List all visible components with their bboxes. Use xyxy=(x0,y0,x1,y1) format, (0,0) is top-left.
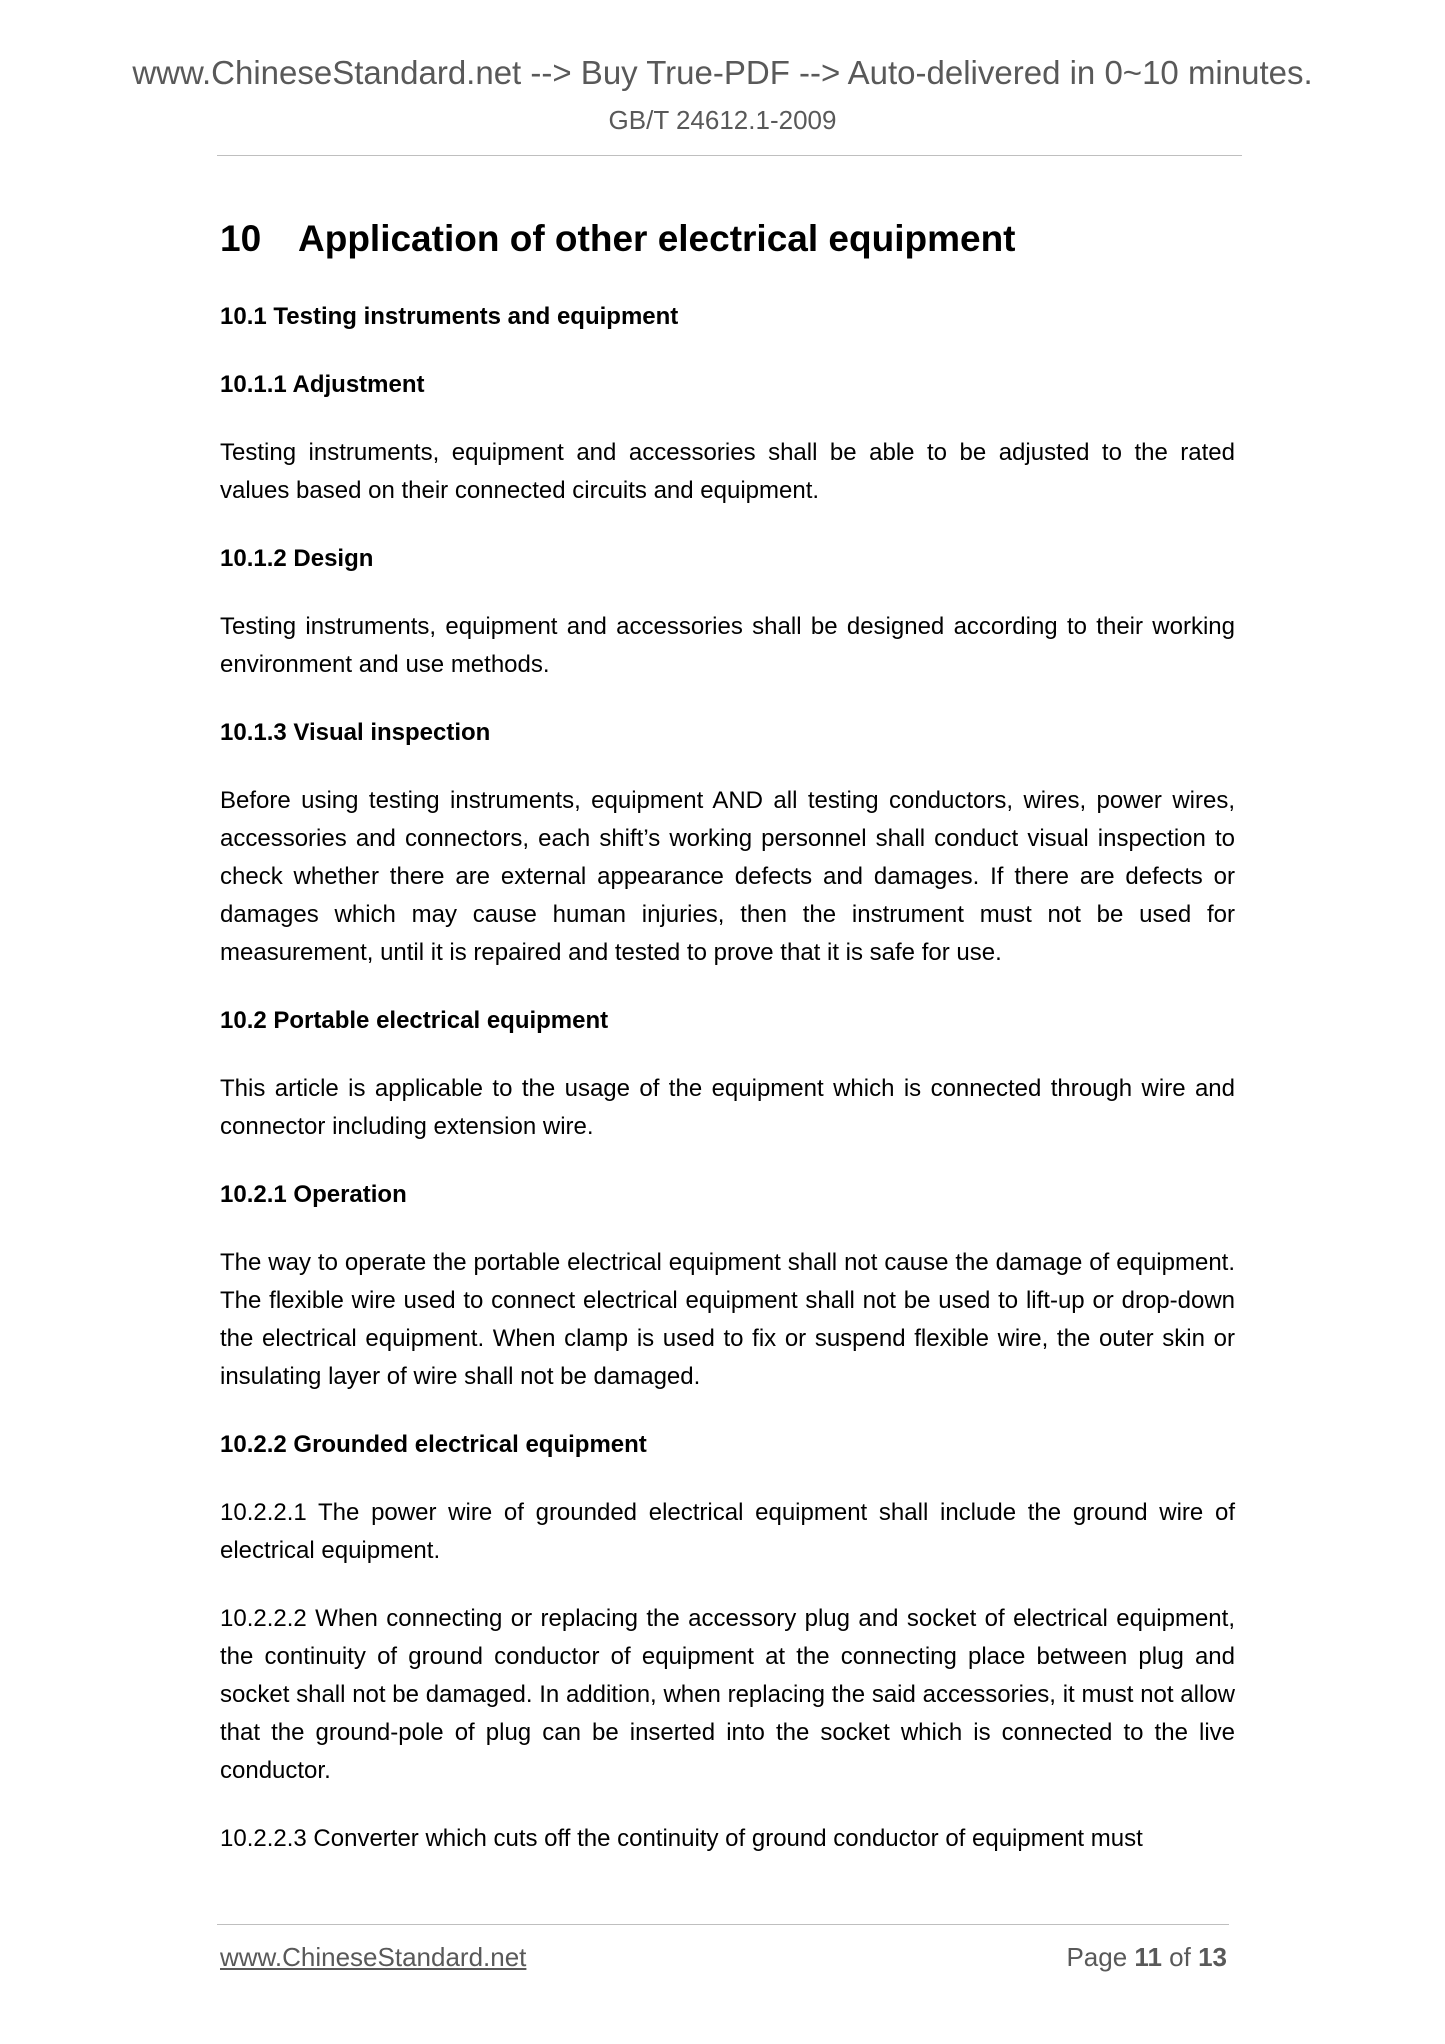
paragraph-10-2-1: The way to operate the portable electrical equipment shall not cause the damage of equipment. The flexible wire used to connect electrical equipment shall not be used to lift-up or drop-down the electrical equipment. When clamp is used to fix or suspend flexible wire, the outer skin or insulating layer of wire shall not be damaged. xyxy=(220,1249,1235,1390)
heading-10-1-2: 10.1.2 Design xyxy=(220,545,374,572)
section-heading xyxy=(220,212,1235,266)
page-prefix: Page xyxy=(1066,1942,1128,1972)
page-indicator xyxy=(1066,1944,1227,1970)
footer-website-link[interactable]: www.ChineseStandard.net xyxy=(220,1942,527,1972)
heading-10-2: 10.2 Portable electrical equipment xyxy=(220,1007,609,1034)
section-number: 10 xyxy=(220,218,262,259)
paragraph-10-1-3: Before using testing instruments, equipment AND all testing conductors, wires, power wires, accessories and connectors, each shift’s working personnel shall conduct visual inspection to check whether there are external appearance defects and damages. If there are defects or damages which may cause human injuries, then the instrument must not be used for measurement, until it is repaired and tested to prove that it is safe for use. xyxy=(220,787,1235,966)
page-current: 11 xyxy=(1134,1942,1162,1972)
page-total: 13 xyxy=(1198,1942,1227,1972)
header-divider xyxy=(217,155,1242,156)
section-title: Application of other electrical equipment xyxy=(298,218,1016,259)
heading-10-2-2: 10.2.2 Grounded electrical equipment xyxy=(220,1431,647,1458)
paragraph-10-1-2: Testing instruments, equipment and accessories shall be designed according to their working environment and use methods. xyxy=(220,613,1235,678)
heading-10-1: 10.1 Testing instruments and equipment xyxy=(220,303,679,330)
heading-10-1-1: 10.1.1 Adjustment xyxy=(220,371,425,398)
footer-divider xyxy=(217,1924,1229,1925)
page-of: of xyxy=(1169,1942,1191,1972)
document-body xyxy=(220,212,1235,1858)
standard-number: GB/T 24612.1-2009 xyxy=(608,105,837,135)
paragraph-10-1-1: Testing instruments, equipment and accessories shall be able to be adjusted to the rated values based on their connected circuits and equipment. xyxy=(220,439,1235,504)
paragraph-10-2-2-3: 10.2.2.3 Converter which cuts off the continuity of ground conductor of equipment must xyxy=(220,1825,1143,1852)
header-banner: www.ChineseStandard.net --> Buy True-PDF --> Auto-delivered in 0~10 minutes. xyxy=(132,54,1313,91)
paragraph-10-2-2-2: 10.2.2.2 When connecting or replacing the accessory plug and socket of electrical equipment, the continuity of ground conductor of equipment at the connecting place between plug and socket shall not be damaged. In addition, when replacing the said accessories, it must not allow that the ground-pole of plug can be inserted into the socket which is connected to the live conductor. xyxy=(220,1605,1235,1784)
heading-10-2-1: 10.2.1 Operation xyxy=(220,1181,407,1208)
paragraph-10-2: This article is applicable to the usage of the equipment which is connected through wire and connector including extension wire. xyxy=(220,1075,1235,1140)
paragraph-10-2-2-1: 10.2.2.1 The power wire of grounded electrical equipment shall include the ground wire of electrical equipment. xyxy=(220,1499,1235,1564)
heading-10-1-3: 10.1.3 Visual inspection xyxy=(220,719,491,746)
